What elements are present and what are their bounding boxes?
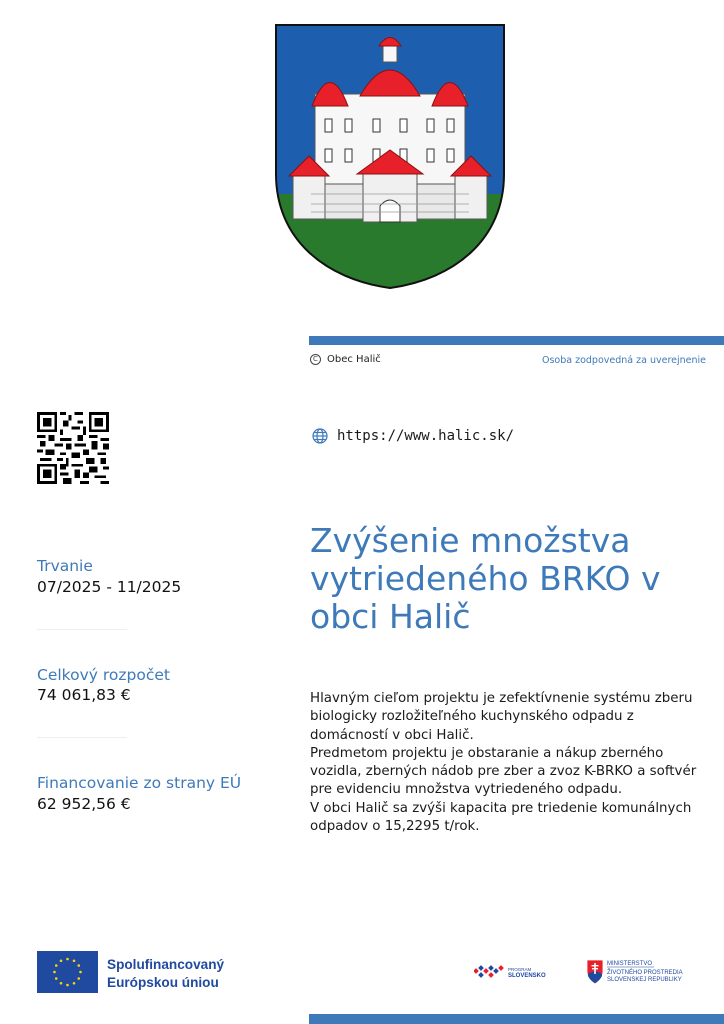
website-url: https://www.halic.sk/: [337, 428, 515, 444]
duration-value: 07/2025 - 11/2025: [37, 578, 182, 596]
eu-funding-label: Financovanie zo strany EÚ: [37, 774, 242, 792]
ministry-line-1: MINISTERSTVO: [607, 961, 653, 967]
eu-line-1: Spolufinancovaný: [107, 957, 225, 972]
divider: [37, 737, 127, 738]
project-description: [310, 690, 702, 836]
ministry-line-3: SLOVENSKEJ REPUBLIKY: [607, 977, 682, 983]
qr-code-icon: [37, 412, 109, 484]
eu-flag-icon: [37, 951, 98, 993]
responsible-person-text: Osoba zodpovedná za uverejnenie: [541, 355, 706, 366]
eu-star: [53, 971, 56, 974]
program-label-2: SLOVENSKO: [508, 973, 546, 979]
program-slovensko-logo: [474, 963, 550, 981]
eu-star: [60, 959, 63, 962]
divider: [37, 629, 127, 630]
eu-star: [60, 982, 63, 985]
copyright-text: Obec Halič: [327, 354, 381, 365]
budget-label: Celkový rozpočet: [37, 666, 170, 684]
budget-value: 74 061,83 €: [37, 686, 131, 704]
description-paragraph: V obci Halič sa zvýši kapacita pre triedenie komunálnych odpadov o 15,2295 t/rok.: [310, 800, 692, 835]
copyright-line: [310, 354, 381, 365]
program-label-1: PROGRAM: [508, 967, 532, 972]
globe-icon: [312, 428, 328, 444]
top-accent-bar: [309, 336, 724, 345]
description-paragraph: Predmetom projektu je obstaranie a nákup zberného vozidla, zberných nádob pre zber a zvoz K-BRKO a softvér pre evidenciu množstva vytriedeného odpadu.: [310, 745, 697, 798]
eu-funding-value: 62 952,56 €: [37, 795, 131, 813]
description-paragraph: Hlavným cieľom projektu je zefektívnenie systému zberu biologicky rozložiteľného kuchynského odpadu z domácností v obci Halič.: [310, 691, 693, 743]
eu-star: [66, 958, 69, 961]
ministry-line-2: ŽIVOTNÉHO PROSTREDIA: [607, 970, 683, 976]
eu-line-2: Európskou úniou: [107, 974, 219, 990]
eu-star: [79, 971, 82, 974]
eu-star: [77, 977, 80, 980]
eu-star: [77, 964, 80, 967]
eu-star: [73, 959, 76, 962]
eu-star: [73, 982, 76, 985]
bottom-accent-bar: [309, 1014, 724, 1024]
eu-star: [55, 977, 58, 980]
coat-of-arms-icon: [275, 24, 505, 289]
ministry-logo: [586, 958, 696, 986]
eu-star: [55, 964, 58, 967]
project-title: Zvýšenie množstva vytriedeného BRKO v obci Halič: [310, 521, 661, 636]
duration-label: Trvanie: [37, 557, 93, 575]
website-link[interactable]: [312, 428, 514, 444]
copyright-icon: C: [310, 354, 321, 365]
eu-cofinanced-text: [107, 956, 224, 991]
eu-star: [66, 984, 69, 987]
